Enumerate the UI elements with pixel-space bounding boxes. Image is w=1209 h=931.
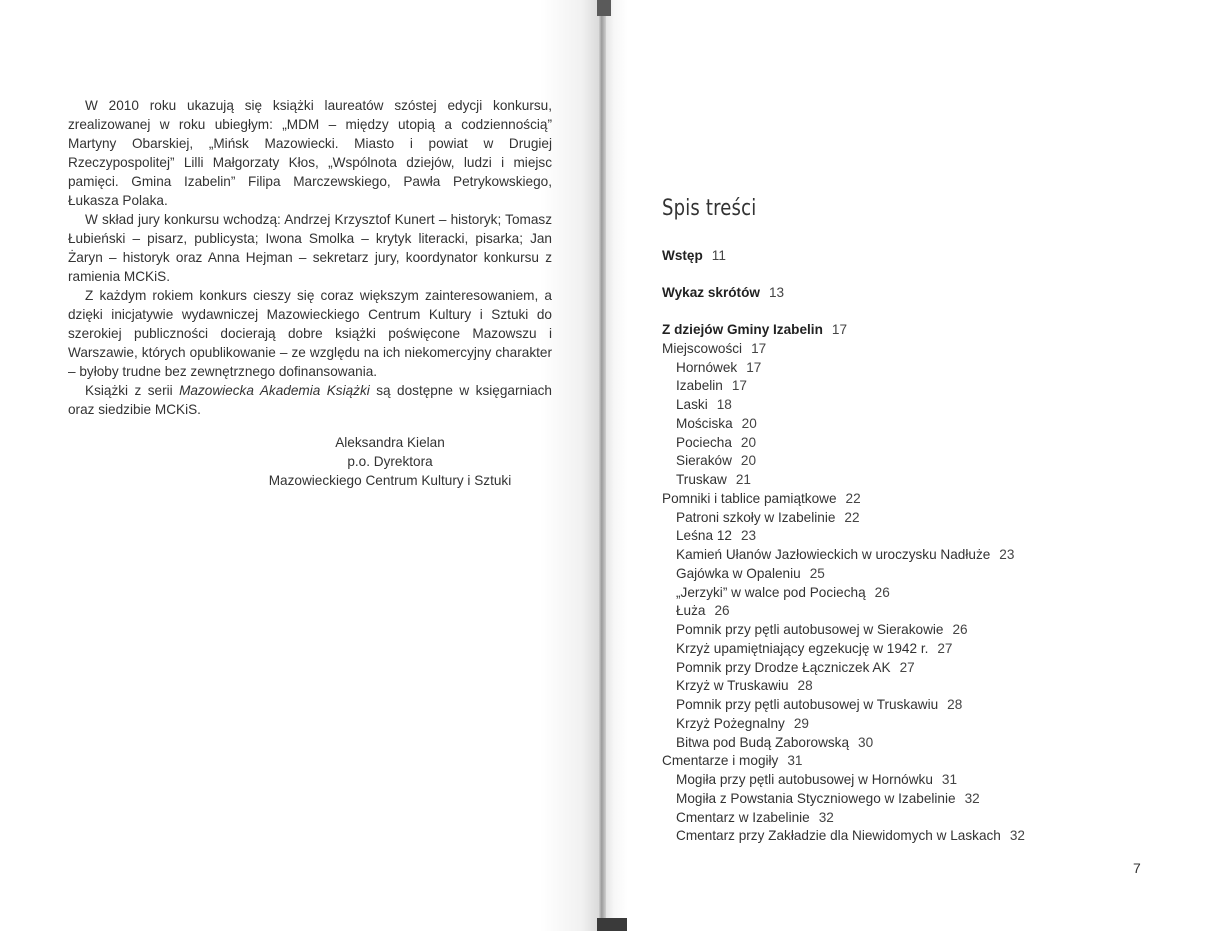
preface-paragraph — [68, 96, 552, 210]
toc-entry — [676, 565, 825, 583]
toc-entry-title: Cmentarze i mogiły — [662, 753, 779, 769]
toc-entry-title: Pociecha — [676, 434, 732, 450]
toc-entry — [662, 247, 726, 265]
toc-entry-page: 26 — [874, 584, 890, 600]
toc-entry-page: 28 — [947, 697, 963, 712]
toc-entry — [676, 809, 834, 827]
toc-entry-title: Bitwa pod Budą Zaborowską — [676, 734, 850, 750]
toc-entry-title: Krzyż upamiętniający egzekucję w 1942 r. — [676, 640, 929, 656]
toc-entry-page: 17 — [746, 359, 762, 375]
toc-entry-title: Kamień Ułanów Jazłowieckich w uroczysku Nadłuże — [676, 547, 991, 562]
toc-entry-title: Hornówek — [676, 359, 738, 375]
toc-entry-page: 32 — [964, 790, 980, 806]
preface-text — [68, 96, 552, 419]
toc-entry-title: Gajówka w Opaleniu — [676, 565, 801, 581]
toc-entry-page: 28 — [797, 678, 813, 694]
toc-entry — [676, 527, 756, 545]
toc-entry — [676, 640, 953, 658]
toc-entry — [676, 621, 968, 639]
left-page — [0, 0, 600, 931]
toc-entry — [676, 602, 730, 620]
toc-entry — [662, 321, 847, 339]
toc-entry — [676, 396, 732, 414]
toc-entry-title: Mogiła przy pętli autobusowej w Hornówku — [676, 772, 933, 787]
toc-entry-title: „Jerzyki” w walce pod Pociechą — [676, 584, 866, 600]
toc-entry-page: 23 — [999, 547, 1015, 562]
toc-entry-title: Cmentarz w Izabelinie — [676, 809, 810, 825]
binding-edge-top — [597, 0, 611, 16]
page-number: 7 — [1133, 860, 1141, 876]
toc-entry-page: 13 — [768, 285, 785, 300]
toc-entry — [676, 659, 915, 677]
binding-edge-bottom — [597, 918, 627, 931]
toc-entry — [662, 340, 766, 358]
toc-entry-page: 17 — [831, 322, 848, 337]
toc-entry — [676, 415, 757, 433]
toc-entry-page: 32 — [818, 809, 834, 825]
toc-entry-page: 20 — [740, 434, 757, 450]
signature-name: Aleksandra Kielan — [335, 435, 445, 450]
toc-entry-title: Mogiła z Powstania Styczniowego w Izabelinie — [676, 790, 956, 806]
toc-entry-title: Wstęp — [662, 248, 703, 263]
toc-entry-title: Laski — [676, 397, 708, 412]
toc-entry — [676, 790, 980, 808]
toc-entry-page: 22 — [845, 490, 861, 506]
toc-entry — [676, 827, 1025, 845]
signature-role: p.o. Dyrektora — [347, 454, 433, 469]
toc-entry-page: 31 — [941, 772, 958, 787]
toc-entry-title: Z dziejów Gminy Izabelin — [662, 322, 823, 337]
toc-entry-page: 20 — [740, 453, 757, 469]
toc-entry-page: 32 — [1009, 828, 1025, 844]
paragraph-text: W 2010 roku ukazują się książki laureatów szóstej edycji konkursu, zrealizowanej w roku ubiegłym: „MDM – między utopią a codziennością” Martyny Obarskiej, „Mińsk Mazowiecki. Miasto i powiat w Drugiej Rzeczypospolitej” Lilli Małgorzaty Kłos, „Wspólnota dziejów, ludzi i miejsc pamięci. Gmina Izabelin” Filipa Marczewskiego, Pawła Petrykowskiego, Łukasza Polaka. — [68, 98, 552, 208]
toc-entry-page: 17 — [731, 378, 747, 394]
toc-entry-page: 26 — [714, 603, 730, 619]
toc-entry-page: 26 — [952, 622, 968, 637]
paragraph-text: Z każdym rokiem konkurs cieszy się coraz większym zainteresowaniem, a dzięki inicjatywie wydawniczej Mazowieckiego Centrum Kultury i Sztuki do szerokiej publiczności docierają dobre książki poświęcone Mazowszu i Warszawie, których opublikowanie – ze względu na ich niekomercyjny charakter – byłoby trudne bez zewnętrznego dofinansowania. — [68, 288, 552, 379]
toc-entry — [662, 752, 802, 770]
signature-institution: Mazowieckiego Centrum Kultury i Sztuki — [268, 473, 512, 488]
toc-entry-page: 17 — [751, 340, 767, 356]
toc-entry — [676, 452, 756, 470]
toc-entry-title: Wykaz skrótów — [662, 285, 760, 300]
toc-entry-page: 22 — [844, 509, 860, 525]
toc-entry — [676, 771, 957, 789]
toc-entry-title: Truskaw — [676, 472, 727, 487]
toc-entry-title: Cmentarz przy Zakładzie dla Niewidomych w Laskach — [676, 828, 1001, 844]
signature-block — [240, 433, 540, 490]
toc-entry — [676, 471, 751, 489]
toc-entry-title: Miejscowości — [662, 340, 743, 356]
toc-entry-title: Mościska — [676, 415, 733, 431]
toc-entry-title: Pomnik przy pętli autobusowej w Sierakowie — [676, 622, 944, 637]
toc-entry — [676, 546, 1014, 564]
preface-paragraph — [68, 210, 552, 286]
toc-entry — [676, 509, 860, 527]
toc-entry-page: 29 — [793, 715, 809, 731]
toc-entry-page: 11 — [711, 248, 726, 263]
toc-title: Spis treści — [662, 196, 757, 221]
toc-entry-title: Patroni szkoły w Izabelinie — [676, 509, 836, 525]
toc-entry — [676, 359, 761, 377]
toc-entry — [662, 284, 784, 302]
toc-entry-title: Łuża — [676, 603, 706, 619]
toc-entry-title: Izabelin — [676, 378, 723, 394]
toc-entry — [676, 696, 962, 714]
toc-entry — [676, 715, 809, 733]
toc-entry-page: 20 — [741, 415, 757, 431]
paragraph-text: W skład jury konkursu wchodzą: Andrzej Krzysztof Kunert – historyk; Tomasz Łubieński – pisarz, publicysta; Iwona Smolka – krytyk literacki, pisarka; Jan Żaryn – historyk oraz Anna Hejman – sekretarz jury, koordynator konkursu z ramienia MCKiS. — [68, 212, 552, 284]
toc-entry — [676, 677, 813, 695]
toc-entry-title: Krzyż w Truskawiu — [676, 678, 789, 694]
toc-entry-page: 27 — [899, 659, 915, 675]
book-gutter — [598, 0, 606, 931]
toc-entry-title: Krzyż Pożegnalny — [676, 715, 785, 731]
toc-entry — [676, 734, 873, 752]
toc-entry — [676, 584, 890, 602]
toc-entry — [676, 434, 756, 452]
preface-paragraph — [68, 381, 552, 419]
toc-entry-page: 25 — [809, 565, 825, 581]
paragraph-text: Książki z serii — [85, 383, 180, 398]
toc-entry-title: Sieraków — [676, 453, 732, 469]
series-title: Mazowiecka Akademia Książki — [179, 383, 370, 398]
preface-paragraph — [68, 286, 552, 381]
toc-entry-page: 31 — [787, 753, 803, 769]
toc-entry-title: Pomnik przy Drodze Łączniczek AK — [676, 659, 891, 675]
toc-entry-title: Pomnik przy pętli autobusowej w Truskawiu — [676, 697, 939, 712]
toc-entry — [662, 490, 861, 508]
toc-entry-page: 30 — [858, 734, 874, 750]
toc-entry-title: Leśna 12 — [676, 528, 732, 544]
toc-entry-page: 23 — [740, 528, 757, 544]
toc-entry-page: 27 — [937, 640, 953, 656]
toc-entry — [676, 377, 747, 395]
paragraph-text: są dostępne w księgarniach oraz siedzibie MCKiS. — [68, 383, 552, 417]
toc-entry-page: 21 — [735, 472, 751, 487]
toc-entry-title: Pomniki i tablice pamiątkowe — [662, 490, 837, 506]
toc-entry-page: 18 — [716, 397, 732, 412]
